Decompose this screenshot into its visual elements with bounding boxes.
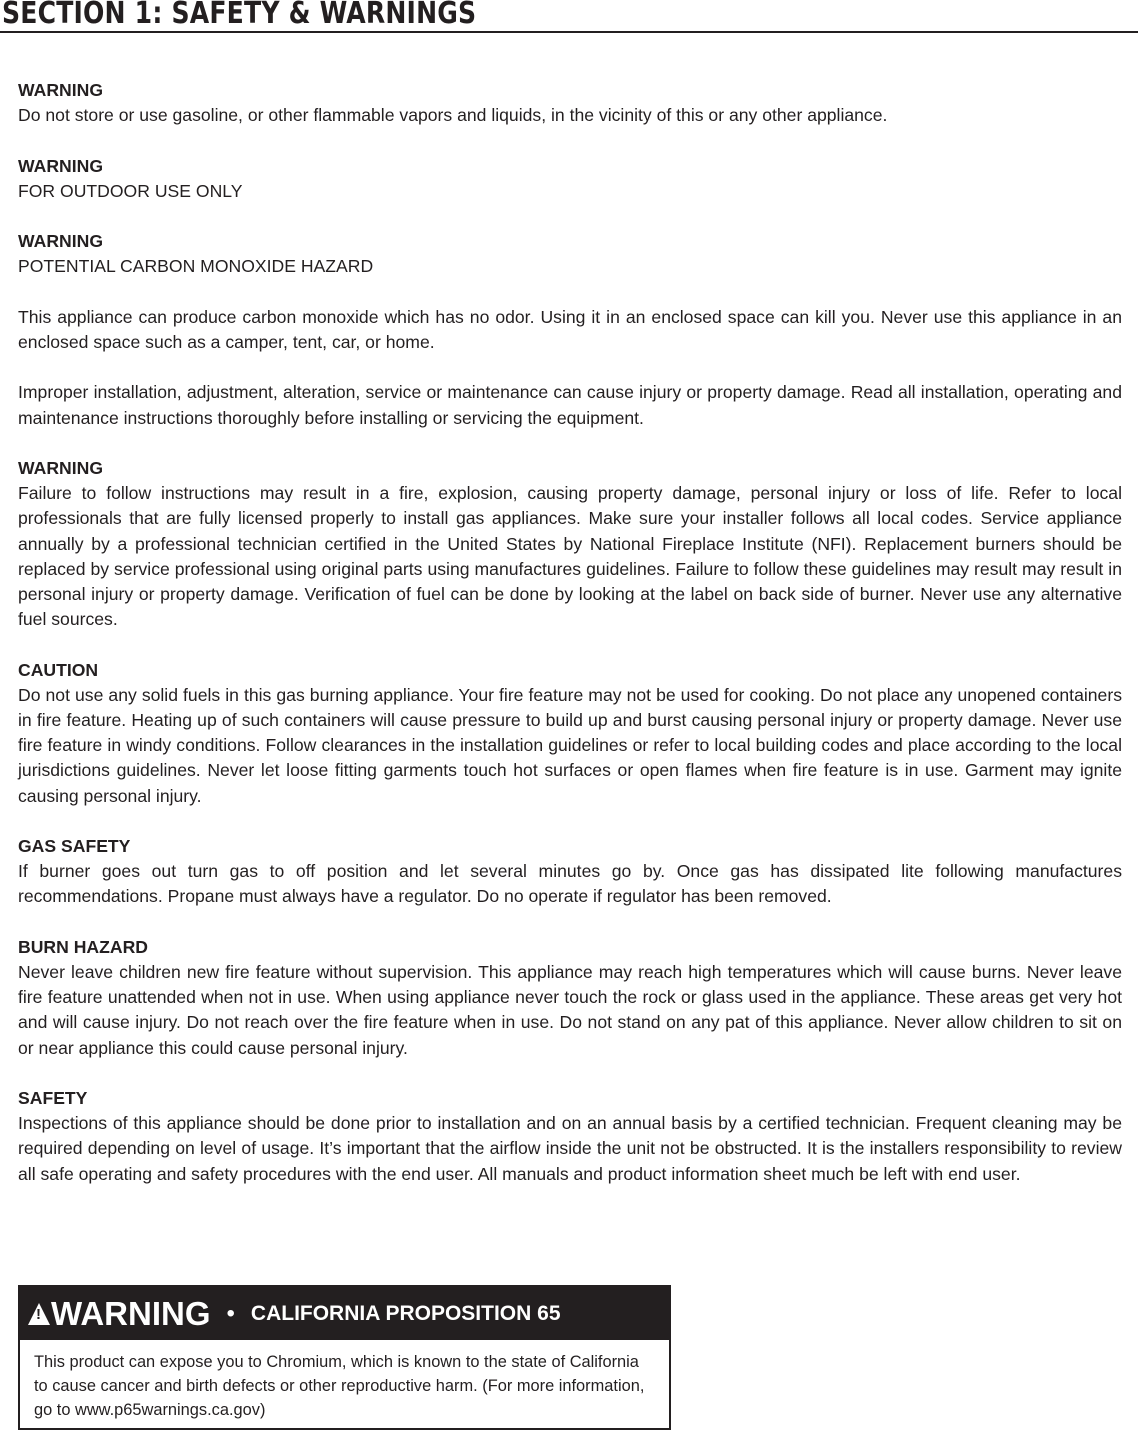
title-rule: [0, 31, 1138, 33]
section-paragraph: Do not store or use gasoline, or other flammable vapors and liquids, in the vicinity of this or any other appliance.: [18, 105, 888, 126]
safety-content: [18, 78, 1122, 1212]
section-heading: WARNING: [18, 231, 104, 252]
safety-section: [18, 78, 1122, 128]
section-heading: BURN HAZARD: [18, 936, 148, 957]
section-paragraph: If burner goes out turn gas to off position and let several minutes go by. Once gas has dissipated lite following manufactures recommendations. Propane must always have a regulator. Do no operate if regulator has been removed.: [18, 861, 1122, 907]
section-heading: SAFETY: [18, 1087, 88, 1108]
prop65-warning-box: [18, 1285, 671, 1430]
safety-section: [18, 1086, 1122, 1187]
section-heading: WARNING: [18, 80, 104, 100]
safety-section: [18, 456, 1122, 632]
section-paragraph: Never leave children new fire feature without supervision. This appliance may reach high temperatures which will cause burns. Never leave fire feature unattended when not in use. When using appliance never touch the rock or glass used in the appliance. These areas get very hot and will cause injury. Do not reach over the fire feature when in use. Do not stand on any pat of this appliance. Never allow children to sit on or near appliance this could cause personal injury.: [18, 961, 1122, 1058]
section-heading: CAUTION: [18, 659, 99, 680]
prop65-header: [20, 1287, 669, 1340]
safety-section: [18, 935, 1122, 1061]
safety-section: [18, 658, 1122, 809]
safety-section: [18, 305, 1122, 355]
prop65-body: This product can expose you to Chromium, which is known to the state of California to cause cancer and birth defects or other reproductive harm. (For more information, go to www.p65warnings.ca.gov): [34, 1353, 645, 1419]
safety-section: [18, 380, 1122, 430]
section-paragraph: Improper installation, adjustment, alteration, service or maintenance can cause injury or property damage. Read all installation, operating and maintenance instructions thoroughly before installing or servicing the equipment.: [18, 382, 1122, 428]
section-paragraph: Inspections of this appliance should be done prior to installation and on an annual basis by a certified technician. Frequent cleaning may be required depending on level of usage. It’s important that the airflow inside the unit not be obstructed. It is the installers responsibility to review all safe operating and safety procedures with the end user. All manuals and product information sheet much be left with end user.: [18, 1113, 1122, 1184]
safety-section: [18, 229, 1122, 279]
page-title: SECTION 1: SAFETY & WARNINGS: [2, 0, 477, 31]
prop65-warning-label: WARNING: [51, 1294, 211, 1332]
section-paragraph: Do not use any solid fuels in this gas burning appliance. Your fire feature may not be used for cooking. Do not place any unopened containers in fire feature. Heating up of such containers will cause pressure to build up and burst causing personal injury or property damage. Never use fire feature in windy conditions. Follow clearances in the installation guidelines or refer to local building codes and place according to the local jurisdictions guidelines. Never let loose fitting garments touch hot surfaces or open flames when fire feature is in use. Garment may ignite causing personal injury.: [18, 684, 1122, 806]
section-paragraph: Failure to follow instructions may result in a fire, explosion, causing property damage, personal injury or loss of life. Refer to local professionals that are fully licensed properly to install gas appliances. Make sure your installer follows all local codes. Service appliance annually by a professional technician certified in the United States by National Fireplace Institute (NFI). Replacement burners should be replaced by service professional using original parts using manufactures guidelines. Failure to follow these guidelines may result may result in personal injury or property damage. Verification of fuel can be done by looking at the label on back side of burner. Never use any alternative fuel sources.: [18, 483, 1122, 630]
prop65-subtitle: CALIFORNIA PROPOSITION 65: [250, 1301, 561, 1325]
safety-section: [18, 154, 1122, 204]
prop65-warning: [28, 1295, 211, 1333]
safety-section: [18, 834, 1122, 910]
bullet: •: [226, 1299, 235, 1327]
section-paragraph: POTENTIAL CARBON MONOXIDE HAZARD: [18, 256, 374, 277]
section-paragraph: FOR OUTDOOR USE ONLY: [18, 180, 243, 201]
section-heading: GAS SAFETY: [18, 835, 131, 856]
section-heading: WARNING: [18, 155, 104, 176]
section-heading: WARNING: [18, 457, 104, 478]
warning-triangle-icon: [28, 1303, 50, 1325]
section-paragraph: This appliance can produce carbon monoxide which has no odor. Using it in an enclosed space can kill you. Never use this appliance in an enclosed space such as a camper, tent, car, or home.: [18, 306, 1122, 352]
